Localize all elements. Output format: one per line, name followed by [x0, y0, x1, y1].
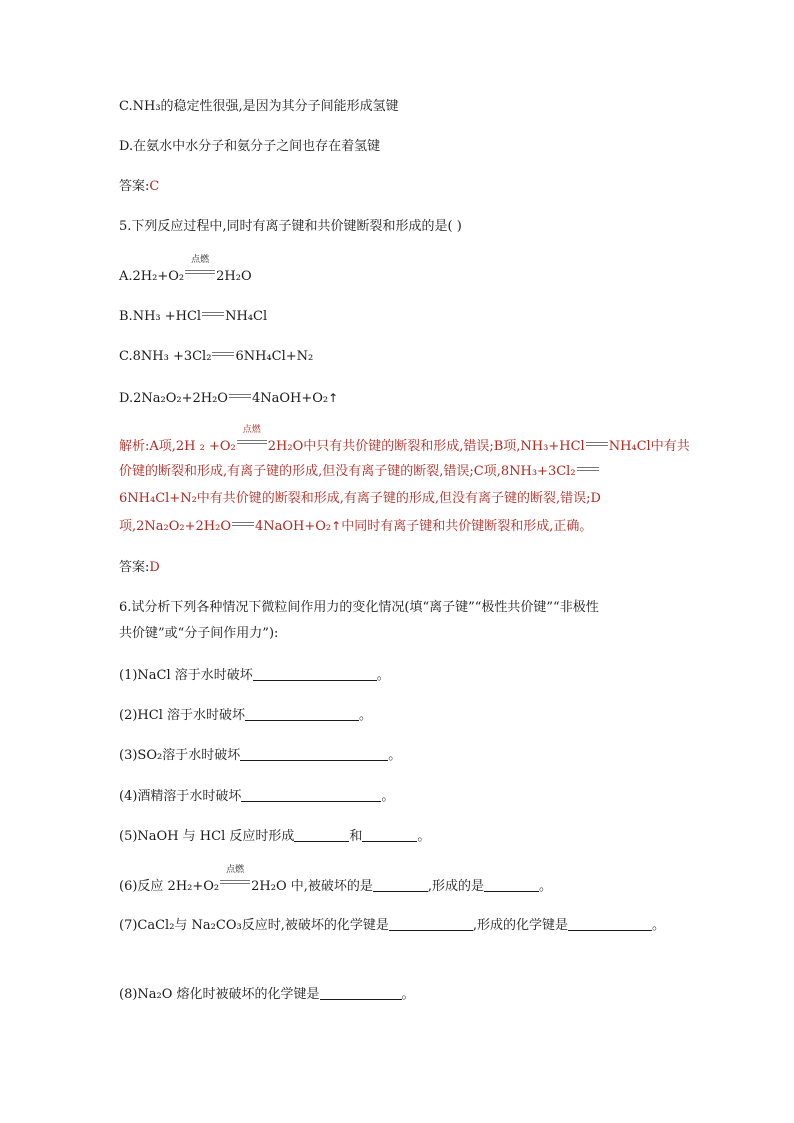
answer-blank[interactable]: [373, 877, 428, 892]
analysis-text: 价键的断裂和形成,有离子键的形成,但没有离子键的断裂,错误;C项,8NH₃+3Cl₂: [119, 464, 576, 479]
item-text: (4)酒精溶于水时破坏: [119, 789, 242, 804]
q4-option-c: C.NH₃的稳定性很强,是因为其分子间能形成氢键: [119, 99, 399, 114]
q6-item-1: [119, 666, 390, 686]
period: 。: [359, 708, 373, 723]
answer-label: 答案:: [119, 179, 150, 194]
gas-up-arrow-icon: ↑: [328, 391, 339, 405]
answer-blank[interactable]: [320, 985, 402, 1000]
answer-blank[interactable]: [568, 916, 652, 931]
equation-rhs: 4NaOH+O₂: [251, 391, 329, 406]
period: 。: [381, 789, 395, 804]
item-text: (7)CaCl₂与 Na₂CO₃反应时,被破坏的化学键是: [119, 918, 389, 933]
answer-blank[interactable]: [362, 827, 417, 842]
q5-answer: [119, 558, 160, 578]
equals-sign: [229, 394, 251, 398]
answer-blank[interactable]: [389, 916, 473, 931]
equation-rhs: 6NH₄Cl+N₂: [235, 349, 314, 364]
q6-item-5: [119, 827, 430, 847]
equals-sign: [212, 352, 234, 356]
answer-label: 答案:: [119, 560, 150, 575]
option-prefix: C.: [119, 349, 133, 364]
item-text: 2H₂O 中,被破坏的是: [251, 879, 373, 894]
q5-stem: 5.下列反应过程中,同时有离子键和共价键断裂和形成的是( ): [119, 219, 462, 234]
equation-lhs: 8NH₃ +3Cl₂: [132, 349, 212, 364]
period: 。: [539, 879, 553, 894]
q4-option-d: D.在氨水中水分子和氨分子之间也存在着氢键: [119, 139, 381, 154]
q6-stem-line-2: 共价键”或“分子间作用力”):: [119, 626, 279, 641]
analysis-text: 4NaOH+O₂: [254, 519, 332, 534]
q6-item-2: [119, 706, 372, 726]
condition-label: 点燃: [226, 865, 245, 875]
item-text: ,形成的是: [427, 879, 485, 894]
q6-stem-line-1: 6.试分析下列各种情况下微粒间作用力的变化情况(填“离子键”“极性共价键”“非极性: [119, 600, 599, 615]
item-text: (5)NaOH 与 HCl 反应时形成: [119, 829, 295, 844]
analysis-text: NH₄Cl中有共: [608, 439, 690, 454]
analysis-line-3: 6NH₄Cl+N₂中有共价键的断裂和形成,有离子键的形成,但没有离子键的断裂,错误;D: [119, 491, 601, 506]
item-text: 和: [349, 829, 363, 844]
item-text: ,形成的化学键是: [472, 918, 568, 933]
ignition-condition-sign: [185, 255, 215, 280]
q4-answer: [119, 177, 159, 197]
option-prefix: B.: [119, 309, 133, 324]
period: 。: [388, 748, 402, 763]
item-text: (3)SO₂溶于水时破坏: [119, 748, 241, 763]
item-text: (6)反应 2H₂+O₂: [119, 879, 220, 894]
equation-rhs: 2H₂O: [216, 269, 252, 284]
q5-option-b: [119, 307, 267, 327]
equals-sign: [202, 312, 224, 316]
equation-rhs: NH₄Cl: [225, 309, 268, 324]
period: 。: [376, 668, 390, 683]
ignition-condition-sign: [237, 425, 267, 450]
equals-sign: [237, 440, 267, 444]
equals-sign: [586, 442, 608, 446]
equals-sign: [232, 522, 254, 526]
analysis-line-2: [119, 462, 600, 482]
condition-label: 点燃: [242, 425, 261, 435]
q6-item-7: [119, 916, 665, 936]
answer-blank[interactable]: [240, 746, 388, 761]
period: 。: [401, 987, 415, 1002]
q6-item-4: [119, 787, 394, 807]
option-prefix: D.: [119, 391, 134, 406]
equals-sign: [220, 880, 250, 884]
q5-option-a: [119, 255, 252, 287]
analysis-line-1: [119, 425, 690, 457]
item-text: (1)NaCl 溶于水时破坏: [119, 668, 253, 683]
equation-lhs: 2Na₂O₂+2H₂O: [133, 391, 228, 406]
item-text: (2)HCl 溶于水时破坏: [119, 708, 245, 723]
condition-label: 点燃: [191, 255, 210, 265]
ignition-condition-sign: [220, 865, 250, 890]
q6-item-8: [119, 985, 415, 1005]
equals-sign: [185, 270, 215, 274]
gas-up-arrow-icon: ↑: [331, 519, 342, 533]
analysis-text: 中同时有离子键和共价键断裂和形成,正确。: [341, 519, 593, 534]
equation-lhs: 2H₂+O₂: [132, 269, 185, 284]
analysis-text: 解析:A项,2H ₂ +O₂: [119, 439, 236, 454]
analysis-line-4: [119, 516, 592, 537]
period: 。: [652, 918, 666, 933]
answer-blank[interactable]: [241, 787, 381, 802]
equals-sign: [577, 467, 599, 471]
answer-value: D: [149, 560, 160, 575]
answer-blank[interactable]: [253, 666, 377, 681]
item-text: (8)Na₂O 熔化时被破坏的化学键是: [119, 987, 320, 1002]
answer-blank[interactable]: [245, 706, 359, 721]
analysis-text: 项,2Na₂O₂+2H₂O: [119, 519, 231, 534]
answer-blank[interactable]: [484, 877, 539, 892]
equation-lhs: NH₃ +HCl: [132, 309, 202, 324]
q5-option-c: [119, 347, 313, 367]
q6-item-3: [119, 746, 401, 766]
answer-value: C: [149, 179, 160, 194]
option-prefix: A.: [119, 269, 133, 284]
period: 。: [417, 829, 431, 844]
answer-blank[interactable]: [294, 827, 349, 842]
q6-item-6: [119, 865, 553, 897]
analysis-text: 2H₂O中只有共价键的断裂和形成,错误;B项,NH₃+HCl: [267, 439, 585, 454]
q5-option-d: [119, 388, 338, 409]
